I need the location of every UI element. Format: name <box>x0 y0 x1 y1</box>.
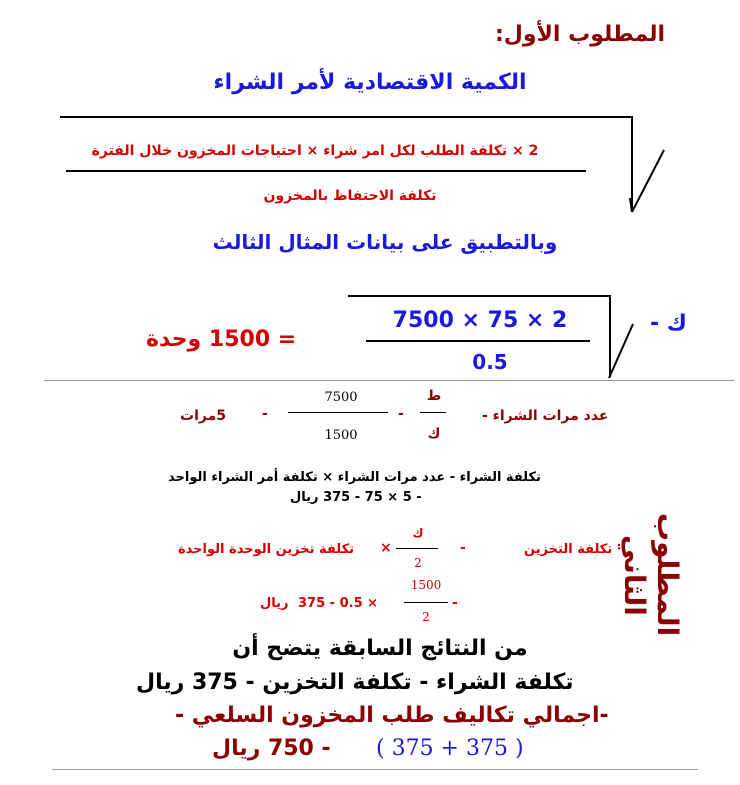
applying-text: وبالتطبيق على بيانات المثال الثالث <box>212 230 558 254</box>
orders-frac1-bar <box>420 412 446 413</box>
formula-denominator: تكلفة الاحتفاظ بالمخزون <box>263 188 437 204</box>
storage-calc-frac-bar <box>404 602 448 603</box>
calc-numerator: 7500 × 75 × 2 <box>392 308 568 333</box>
orders-eq2: - <box>262 406 268 422</box>
orders-frac1-den: ك <box>427 426 441 442</box>
orders-frac2-bar <box>288 412 388 413</box>
formula-numerator: 2 × تكلفة الطلب لكل امر شراء × احتياجات المخزون خلال الفترة <box>91 143 539 159</box>
orders-frac1-num: ط <box>426 388 442 404</box>
calc-denominator: 0.5 <box>472 350 508 374</box>
storage-eq: - <box>460 540 466 556</box>
storage-calc-dash: - <box>452 595 458 611</box>
storage-calc-riyal: ريال <box>260 596 289 611</box>
storage-unit-cost: تكلفة تخزين الوحدة الواحدة <box>178 542 355 557</box>
formula-fraction-bar <box>66 170 586 172</box>
storage-frac-den: 2 <box>414 556 422 570</box>
calc-fraction-bar <box>366 340 590 342</box>
storage-calc-prefix: 375 - 0.5 × <box>298 596 379 611</box>
storage-calc-frac-den: 2 <box>422 610 430 624</box>
calc-sqrt-check-mark <box>605 322 635 380</box>
purchase-cost-label: تكلفة الشراء - عدد مرات الشراء × تكلفة أمر الشراء الواحد <box>168 470 541 485</box>
calc-result: = 1500 وحدة <box>146 327 297 352</box>
orders-frac2-num: 7500 <box>324 390 358 405</box>
sqrt-top-bar <box>60 116 632 118</box>
storage-frac-bar <box>396 548 438 549</box>
calc-sqrt-top-bar <box>348 295 610 297</box>
orders-result: 5مرات <box>180 408 226 424</box>
conclusion-line-3: -اجمالي تكاليف طلب المخزون السلعي - <box>175 703 609 728</box>
conclusion-line-2: تكلفة الشراء - تكلفة التخزين - 375 ريال <box>136 670 574 695</box>
orders-label: عدد مرات الشراء - <box>482 408 609 424</box>
bottom-divider <box>52 769 698 770</box>
orders-frac2-den: 1500 <box>324 428 358 443</box>
storage-calc-frac-num: 1500 <box>410 578 442 592</box>
storage-label: تكلفة التخزين <box>524 542 613 557</box>
section2-side-title: المطلوب الثاني <box>618 513 684 637</box>
k-label: ك - <box>650 311 687 336</box>
section1-heading: المطلوب الأول: <box>494 22 665 47</box>
section-divider <box>44 380 734 381</box>
storage-frac-num: ك <box>412 526 424 540</box>
conclusion-line-4-total: - 750 ريال <box>212 736 331 761</box>
conclusion-line-4-sum: ( 375 + 375 ) <box>376 736 524 761</box>
conclusion-line-1: من النتائج السابقة يتضح أن <box>232 636 528 661</box>
sqrt-check-mark <box>628 148 668 214</box>
section1-title: الكمية الاقتصادية لأمر الشراء <box>213 70 527 95</box>
purchase-cost-calc: - 5 × 75 - 375 ريال <box>290 490 422 505</box>
storage-times: × <box>380 540 392 556</box>
orders-eq1: - <box>398 406 404 422</box>
